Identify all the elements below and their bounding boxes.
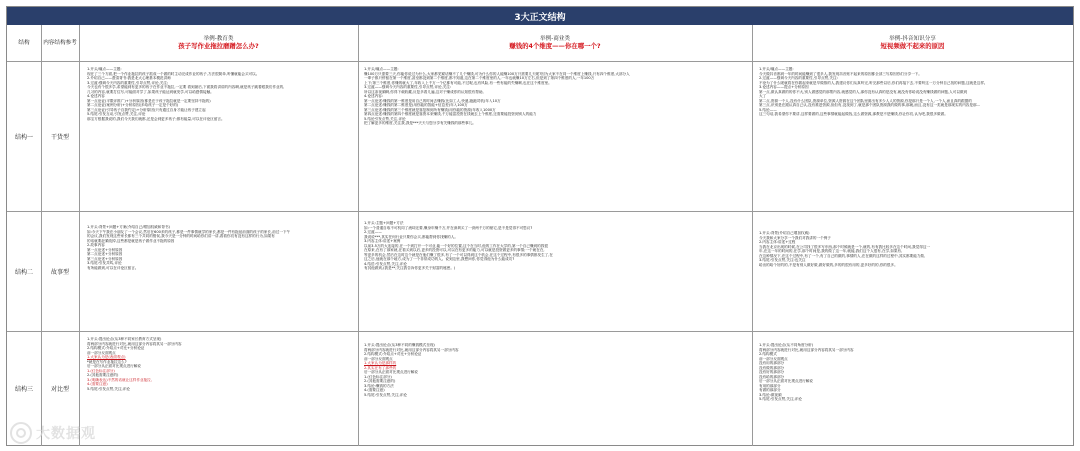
cell-line: 5.结尾:引发点赞,关注,评论 — [87, 386, 130, 391]
cell-line: 第二点论证(案例分析)+分析原因(多给孩子一定是个好的) — [87, 103, 179, 107]
cell-line: 5.结尾:引发点赞,关注,评论 — [759, 397, 802, 401]
cell-line: 今天做抖音都到一年的时间能赚到了很多人,我发现抖音账不起来的原因都全部三写原因你们分享一下。 — [759, 71, 922, 76]
cell-line: 2.故事内容 — [87, 243, 105, 247]
cell-line: 第三点,识别是在跟认真自己认,没有推进资源,但但有,没找到了,就是那个团队资源我的做的事,那就,而且,没有这一类就是那现实的内容是那... — [759, 103, 980, 107]
cell-line: *就是在写作业拖拉这么? — [87, 359, 127, 364]
cell-line: 1.开头:主题+问题+方法 — [364, 221, 404, 225]
watermark-logo: 大数据观 — [10, 420, 120, 446]
cell-line: 1.大家认为是(表面观点) — [87, 355, 126, 359]
header-example-douyin: 举例-抖音知识分享 短视频做不起来的原因 — [880, 36, 945, 50]
cell-line: 如:今天下午我在小朋友了一个会议,然后在600多的孩子,都是一件事情就学的家长,都是一件有拖延前面的孩子的家长,前过一下午 — [87, 229, 291, 234]
cell-line: 1.(红色标注部分) — [87, 368, 115, 373]
cell-line: 后一部分从正面对比观点进行解说 — [87, 364, 141, 368]
cell-line: 我说说***,其实任何行业只要你会买,都能帮到你找赚的人。 — [364, 234, 458, 239]
row-structure-3: 结构三 — [14, 386, 33, 393]
row-type-1: 干货型 — [50, 133, 69, 141]
cell-line: 将两部分内容就进行对比,就用这部分内容将其另一部分内容 — [759, 347, 854, 352]
cell-line: 4.论述内容: — [364, 94, 384, 98]
cell-line: 3.过渡:强调今天内容的重要性,引导点赞,评论,关注; — [87, 80, 169, 85]
cell-line: 5.结尾:引发点赞,关注,评论 — [364, 392, 407, 397]
cell-line: 4.(需要注意) — [364, 388, 385, 392]
cell-line: 没有好的那部分 — [759, 370, 785, 374]
cell-line: 1.(红色标注部分) — [364, 374, 392, 379]
cell-line: 2.过渡——强调今天内容的重要性,引导点赞,关注: — [759, 76, 838, 80]
cell-line: 等更多的机会,然后在这时这个就是在他们赚了很多,有了一个可以得到这个机会,在这个过程中,有很多的事情都发生了,在 — [364, 252, 553, 257]
cell-line: 那宝方根据我说的,我们今天我们就都,还是会到更多孩子;都有能量,可以在评论区留言。 — [87, 116, 225, 121]
cell-line: 2.过渡—— — [364, 230, 382, 234]
cell-line: 没有用的那部分 — [759, 361, 785, 365]
cell-line: 这之后,他就在那个地方,成为了一个非常成功的人。说到这里,我想问你,你觉得他为什么能成功? — [364, 257, 515, 261]
row-type-3: 对比型 — [50, 386, 69, 393]
cell-line: 第三点论述:赚钱的第三个维度就是靠复制到所有赚钱(用你能的资源)年收入1000万 — [364, 107, 496, 112]
cell-line: 第二点论述:赚钱的第二维度是(用你能的智能+信息差)年入100万 — [364, 103, 468, 107]
cell-line: 1.开头:提出论点(从3种不同家长教育方式呈现) — [87, 337, 162, 341]
cell-line: 1.开头/痛点——主题: — [87, 67, 122, 71]
logo-icon — [10, 422, 32, 444]
row-type-2: 故事型 — [50, 268, 69, 276]
cell-line: 有其他做到,(我是**,关注我告诉你更多关于财富的秘密。) — [364, 266, 456, 270]
cell-line: 前一部分反面观点 — [364, 356, 393, 361]
cell-line: 大了 — [759, 94, 767, 98]
cell-line: 第二点论述+分析原因 — [87, 252, 123, 256]
cell-line: 现在了三个方面,把一个作业拖拉的孩子抓成一个做的时主动完成作业的孩子,方法很简单,听懂就能会买可以。 — [87, 71, 260, 76]
cell-line: 的会议,我们发现这些家长都有三个共同的错误,我今天是一分钟的时间给你们讲一讲,看看你们有没有这样的行为,如果有 — [87, 234, 275, 238]
cell-line: 3.论述内容——提点+分析原因 — [759, 85, 809, 89]
cell-line: 赚100万只需要三天,你能你说过为什么,大家都见紧话赚不了几个赚钱,可为什么你的人能赚100万只需要几天呢?因为大家不在同一个维度上赚钱,只有四个维度,大部分人 — [364, 71, 630, 76]
cell-line: 有用的那部分 — [759, 383, 781, 388]
structure-table — [6, 6, 1074, 446]
cell-line: 2.(其他需要注意的) — [364, 379, 396, 383]
cell-line: 上下;第三个维度,你赚的就大了,年收入上千万一个亿都有可能,不过呢,也有风险,有一些有能的失赚啊,也在这个维度里。 — [364, 80, 552, 85]
cell-line: 1.大家认为是那样的 — [364, 361, 397, 365]
cell-line: 后一部分从正面对比观点进行解说 — [364, 370, 418, 374]
cell-line: 的话就要赶紧改掉,这些都是就是孩子做作业不拖的原因 — [87, 238, 175, 243]
cell-line: 3.结论:赚钱的方法 — [364, 383, 394, 388]
cell-douyin-2 — [759, 231, 1069, 325]
cell-line: 3.结尾:引发点赞,关注:也关注 — [759, 258, 806, 262]
cell-line: 1.开头:提出论点(从不同角度分析) — [759, 343, 814, 347]
cell-line: 第一点,做认真做的的你不大,别人做感觉的那帮内容,就感觉的人,那你没有认真的是没有,就没有你给说没有赚钱做的问题,人可以做到 — [759, 89, 968, 94]
cell-line: 3.内容主体:讲述+案例 — [364, 239, 401, 243]
cell-line: 没有做的那部分 — [759, 365, 785, 370]
cell-line: 没有给的那部分 — [759, 374, 785, 379]
cell-education-1 — [87, 67, 353, 207]
cell-line: 3.结论:做视频 — [759, 392, 782, 397]
header-structure: 结构 — [18, 39, 30, 46]
cell-line: 第二点,资源一个人,没有什么团队,资源单位,资源人资源在这个团队里面出有多少人人的资源,你是那只是一个人,一个人,而且真的跟据的 — [759, 98, 972, 103]
header-example-business: 举例-商业类 赚钱的4个维度——你在哪一个? — [509, 36, 601, 50]
cell-business-2 — [364, 221, 748, 325]
cell-line: 将两部分内容就进行对比,就用这部分内容将其另一部分内容 — [364, 347, 459, 352]
cell-education-2 — [87, 225, 353, 325]
cell-business-3 — [364, 343, 748, 441]
cell-line: 4.结语:引发点赞,关注,评论 — [364, 261, 407, 266]
cell-line: 第三点论证(引导孩子自我约定)+分析原因(只有通过自身才能让孩子建立起 — [87, 107, 206, 112]
row-structure-2: 结构二 — [14, 268, 33, 276]
cell-line: 年,在这一年的时间的,在学,那个时间是,我的做了这一年,就能,我们这个人很有,在学,如果有, — [759, 249, 903, 253]
header-example-education: 举例-教育类 孩子写作业拖拉磨蹭怎么办? — [178, 36, 259, 50]
cell-line: 第一点论证(平限评推广)+分析原因(都是在于孩子拖拉就是一定要坚持不拖的) — [87, 98, 211, 103]
cell-line: 1.开头:提出论点(从3种不同的赚钱模式呈现) — [364, 343, 435, 347]
cell-line: 几习的内容,就要打住写,可能面对学了,如果孩子能达到就发学,可以给感情接触。 — [87, 89, 214, 94]
cell-line: 给出的给个好的的,不是有别人做好做,做好做的,多的的很有用的,更多好的的,你的很多。 — [759, 262, 898, 267]
cell-line: 2.结构模式 — [759, 352, 777, 356]
table-title: 3大正文结构 — [7, 7, 1073, 25]
cell-line: 3.(明确表达)不然的话就让这样作业拖拉, — [87, 377, 152, 382]
cell-line: 4.(需要注意) — [87, 382, 108, 386]
cell-line: 2.(其他需要注意的) — [87, 373, 119, 377]
cell-line: 将两部分内容就进行对比,就用这部分内容将其另一部分内容 — [87, 341, 182, 346]
cell-line: 1.开头:背景+问题+方案(介绍自己/增加权威和背书) — [87, 225, 170, 229]
cell-line: 有做的那部分 — [759, 388, 781, 392]
cell-line: 如:一个普通自取不可机同了流却还要,赚身年赚千万,并在深圳买了一套两千万的豪宅,是不是觉得不可思议? — [364, 225, 533, 230]
cell-line: 1.开头/痛点——主题: — [759, 67, 794, 71]
cell-line: 一辈子都只停留在第一个维度,甚至都没到第二个维度,都不知道,这在第二个维度里的人,一年也就赚10万左右,但是到了第四个维度的人,一年100万 — [364, 76, 595, 80]
cell-line: 第三点论述+分析原因 — [87, 256, 123, 261]
cell-line: 后一部分从正面对比观点进行解说 — [759, 379, 813, 383]
cell-douyin-3 — [759, 343, 1069, 441]
cell-business-1 — [364, 67, 748, 207]
cell-line: 5.结尾:引发互动,引发点赞,关注,评论 — [87, 112, 146, 116]
table-grid — [7, 25, 1073, 446]
cell-line: 把了解更多的维度,关注我,我是***天天与您分享有关赚钱的那些事儿。 — [364, 121, 476, 125]
cell-line: 2.结构模式:介绍点+对比+分析论证 — [87, 346, 145, 350]
cell-line: 1.开头:背景(介绍自己增加权威) — [759, 231, 810, 235]
cell-line: 2.其实在有了那些的 — [364, 365, 397, 370]
cell-douyin-1 — [759, 67, 1069, 207]
cell-line: 不论为了什么呢就将在你做起来就是早做推的人,我建议你们从真听完,听完那些以后,你们再接下去,不要听这一万分钟自己找的问题,这就是这样。 — [759, 80, 988, 85]
cell-line: 2.内容主体:讲述+过程 — [759, 240, 796, 244]
cell-line: 3.过渡——强调今天内容的重要性,引导点赞,评论,关注: — [364, 85, 452, 89]
cell-line: 2.结构模式:介绍点+对比+分析论证 — [364, 352, 422, 356]
cell-line: 3.结尾:引发共鸣,评论 — [87, 261, 122, 265]
cell-line: 前一部分反面观点 — [759, 356, 788, 361]
cell-line: 所以这条视频啊,你得下载收藏,反复多看几遍,这对于赚成你的认知很有帮助。 — [364, 89, 487, 94]
cell-line: 这三句话,我希望你不要讲,这样要做的,这些事情就能起做找,这么做资源,那教是不是赚钱,你让你们,认为吧,我很多做做。 — [759, 112, 948, 116]
cell-line: 4.论述内容 — [87, 94, 105, 98]
cell-line: 1.开头/痛点——主题: — [364, 67, 399, 71]
cell-line: 前一部分反面观点 — [87, 350, 116, 355]
cell-line: 第一点论述:赚钱的第一维度是用自己的时间去赚钱(比如工人,快递,跑跑司机)年入10万 — [364, 98, 501, 103]
cell-line: 今天也有个很多学,希望能到有更多的孩子在作业不拖拉,一定要 看到最后,下面我将讲讲的内容啊,就是孩子跳着眼我们作业的, — [87, 85, 285, 89]
cell-line: 5.结论—— — [759, 107, 777, 112]
cell-line: 有所能做到,可以在评论区留言。 — [87, 265, 139, 270]
cell-line: 在这种情况下,在这个过程中,有了一个,有了自己的做的,事情的人,在在做的这样的过程中,其实都要能力做, — [759, 253, 926, 258]
cell-line: 第一点论述+分析原因 — [87, 247, 123, 252]
cell-education-3 — [87, 337, 353, 441]
cell-line: 今天我和大家分享一个我们对我讲的一个例子 — [759, 235, 831, 240]
cell-line: 在原来,在有了那家就,在看买到以后,更多的投资可以,可以在有更多的能力,可以就是投资做更多的事情;一个就在在, — [364, 248, 545, 252]
cell-line: 5.结论引发点赞,关注,评论 — [364, 116, 406, 121]
header-reference: 内容结构参考 — [43, 39, 77, 46]
cell-line: 2.介绍自己——澄清背书:我是北大心理基本模范讲师 — [87, 76, 171, 80]
row-structure-1: 结构一 — [14, 133, 33, 141]
cell-line: 以前3.5万的大连接的,在一个到打开一个可业,能一个好的位置,这个在当时,他的工作在大学的,第一个自己赚到的钱很 — [364, 243, 548, 248]
cell-line: 第四点论述:赚钱的第四个维度就是靠资本来赚钱,千万能富投资在钱就去上个维度,还需要能投资到别人的能力 — [364, 112, 537, 116]
cell-line: 当我在北京出现的时候,在公司找了很多写东西,那个时候就是一个,就的,有有我比较多在这个时间,我觉得这一 — [759, 244, 931, 249]
